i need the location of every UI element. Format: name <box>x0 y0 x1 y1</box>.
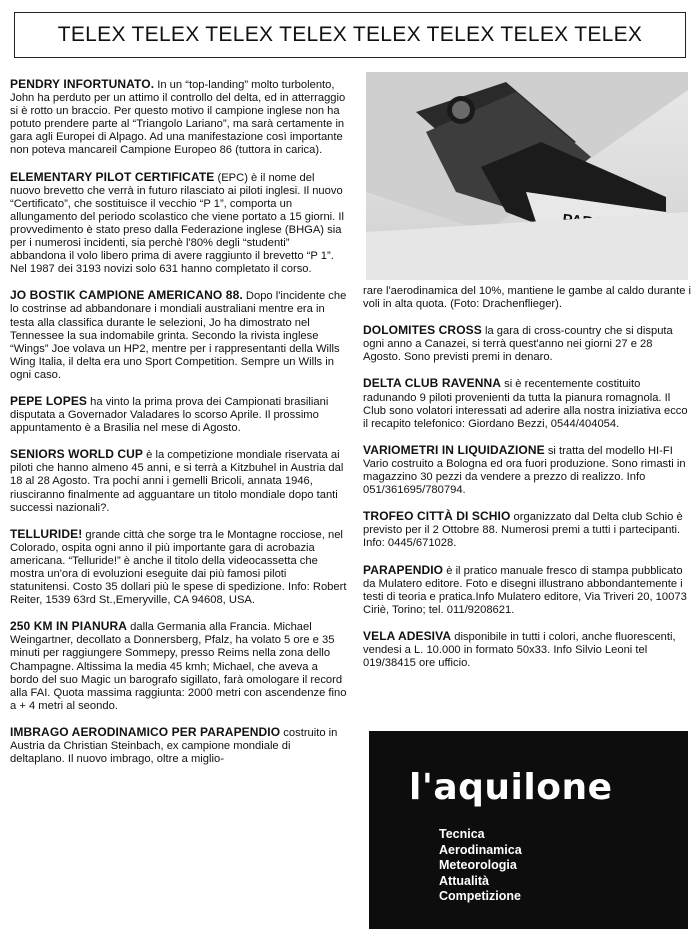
ad-topic: Competizione <box>439 889 521 903</box>
item-lead: SENIORS WORLD CUP <box>10 447 144 462</box>
item-body: si è recentemente costituito radunando 9 piloti provenienti da tutta la pianura romagnola. Il Club sono volatori interessati ad aderire alla nostra iniziativa ecco il recapito telefonico: Giordano Bezzi, 0544/404054. <box>363 378 688 430</box>
item-lead: PARAPENDIO <box>363 562 444 577</box>
item-lead: TELLURIDE! <box>10 526 83 541</box>
item-lead: PENDRY INFORTUNATO. <box>10 77 155 91</box>
item-body: la gara di cross-country che si disputa ogni anno a Canazei, si terrà quest'anno nei giorni 27 e 28 Agosto. Sono previsti premi in denaro. <box>363 325 673 364</box>
ad-topic: Meteorologia <box>439 858 517 872</box>
news-item-bostik <box>10 289 348 382</box>
aquilone-advertisement <box>369 731 688 929</box>
item-body: grande città che sorge tra le Montagne rocciose, nel Colorado, ospita ogni anno il più importante gara di acrobazia americana. “Telluride!” è anche il titolo della videocassetta che mostra un'ora di evoluzioni eseguite dai più famosi piloti statunitensi. Costo 35 dollari più le spese di spedizione. Info: Robert Reiter, 1539 63rd St.,Emeryville, CA 94608, USA. <box>10 528 347 607</box>
ad-topic-list <box>439 827 522 905</box>
news-item-epc <box>10 171 348 277</box>
item-lead: JO BOSTIK CAMPIONE AMERICANO 88. <box>10 288 243 303</box>
hang-glider-photo <box>366 72 688 280</box>
photo-illustration <box>366 72 688 280</box>
news-item-variometri <box>363 444 691 497</box>
continuation-text: rare l'aerodinamica del 10%, mantiene le gambe al caldo durante i voli in alta quota. (Foto: Drachenflieger). <box>363 285 692 311</box>
news-item-lopes <box>10 395 348 435</box>
ad-topic: Attualità <box>439 873 489 888</box>
item-lead: ELEMENTARY PILOT CERTIFICATE <box>10 169 215 184</box>
ad-topic: Aerodinamica <box>439 842 522 857</box>
header-title: TELEX TELEX TELEX TELEX TELEX TELEX TELEX TELEX <box>57 23 643 46</box>
news-item-schio <box>363 510 691 550</box>
news-item-pendry <box>10 78 348 158</box>
item-lead: TROFEO CITTÀ DI SCHIO <box>363 509 511 524</box>
news-item-ravenna <box>363 377 691 430</box>
item-body: organizzato dal Delta club Schio è previsto per il 2 Ottobre 88. Numerosi premi a tutti i partecipanti. Info: 0445/671028. <box>363 511 683 550</box>
news-item-imbrago <box>10 726 348 766</box>
item-extra: Nel 1987 dei 3193 novizi solo 631 hanno completato il corso. <box>10 263 312 276</box>
item-body: (EPC) è il nome del nuovo brevetto che verrà in futuro rilasciato ai piloti inglesi. Il nuovo “Certificato”, che sostituisce il vecchio “P 1”, comporta un allungamento del periodo scolastico che viene portato a 15 giorni. Il provvedimento è stato preso dalla Federazione inglese (BHGA) sia per i numerosi incidenti, sia perchè l'80% degli “studenti” abbandona il volo libero prima di avere raggiunto il brevetto “P 1”. <box>10 171 344 263</box>
item-lead: VELA ADESIVA <box>363 628 452 643</box>
item-body: Dopo l'incidente che lo costrinse ad abbandonare i mondiali australiani mentre era in testa alla classifica durante le selezioni, Jo ha dimostrato nel Tennessee la sua indomabile grinta. Secondo la rivista inglese “Wings” Joe volava un HP2, mentre per i rappresentanti della Wills Wing Italia, il delta era uno Sport Competition. Sempre un Wills in ogni caso. <box>10 290 347 381</box>
telex-header <box>14 12 686 58</box>
item-body: ha vinto la prima prova dei Campionati brasiliani disputata a Governador Valadares lo scorso Aprile. Il prossimo appuntamento è a Brasilia nel mese di Agosto. <box>10 395 329 435</box>
news-item-telluride <box>10 528 348 608</box>
item-lead: DOLOMITES CROSS <box>363 323 482 338</box>
item-body: è il pratico manuale fresco di stampa pubblicato da Mulatero editore. Foto e disegni illustrano abbondantemente i testi di teoria e pratica.Info Mulatero editore, Via Triveri 20, 10073 Ciriè, Torino; tel. 011/9208621. <box>363 564 687 616</box>
news-item-dolomites <box>363 324 691 364</box>
item-lead: DELTA CLUB RAVENNA <box>363 376 502 391</box>
item-body: In un “top-landing” molto turbolento, John ha perduto per un attimo il controllo del delta, ed in atterraggio si è rotto un braccio. Per questo motivo il campione inglese non ha potuto prendere parte al “Triangolo Lariano”, ma sarà certamente in gara agli Europei di Alpago. Ad una manifestazione così importante non poteva mancareil Campione Europeo 86 (tuttora in carica). <box>10 79 346 157</box>
item-lead: PEPE LOPES <box>10 393 88 408</box>
news-item-seniors <box>10 448 348 514</box>
news-item-250km <box>10 620 348 713</box>
right-column-continuation <box>363 285 691 683</box>
item-body: si tratta del modello HI-FI Vario costruito a Bologna ed ora fuori produzione. Sono rimasti in magazzino 30 pezzi da vendere a prezzo di realizzo. Info 051/361695/780794. <box>363 444 686 497</box>
item-lead: VARIOMETRI IN LIQUIDAZIONE <box>363 442 545 457</box>
item-body: disponibile in tutti i colori, anche fluorescenti, vendesi a L. 10.000 in formato 50x33. Info Silvio Leoni tel 019/38415 ore ufficio. <box>363 630 676 670</box>
imbrago-continuation <box>363 285 691 311</box>
item-body: dalla Germania alla Francia. Michael Weingartner, decollato a Donnersberg, Pfalz, ha volato 5 ore e 35 minuti per raggiungere Sommepy, presso Reims nella zona dello Champagne. Altissima la media 45 kmh; Michael, che aveva a bordo del suo Magic un barografo sigillato, farà omologare il record alla FAI. Quota massima raggiunta: 2000 metri con ascendenze fino a + 4 metri al seondo. <box>10 621 347 712</box>
left-column <box>10 78 348 779</box>
news-item-vela <box>363 630 691 670</box>
item-body: è la competizione mondiale riservata ai piloti che hanno almeno 45 anni, e si terrà a Kitzbuhel in Austria dal 18 al 28 Agosto. Tra pochi anni i gemelli Bricoli, annata 1946, riusciranno finalmente ad agguantare un titolo mondiale dopo tanti successi nazionali?. <box>10 449 344 514</box>
aquilone-logo: l'aquilone <box>409 767 613 808</box>
news-item-parapendio <box>363 564 691 617</box>
item-lead: IMBRAGO AERODINAMICO PER PARAPENDIO <box>10 724 281 739</box>
item-body: costruito in Austria da Christian Steinbach, ex campione mondiale di deltaplano. Il nuovo imbrago, oltre a miglio- <box>10 726 338 766</box>
item-lead: 250 KM IN PIANURA <box>10 619 128 634</box>
ad-topic: Tecnica <box>439 827 485 841</box>
